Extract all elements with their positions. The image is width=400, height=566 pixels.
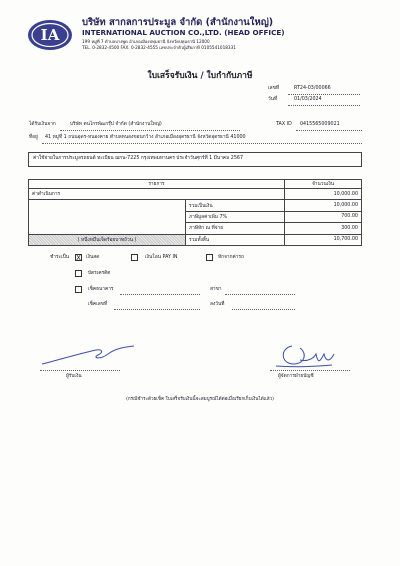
- table-header-row: [29, 180, 362, 189]
- vat-label: ภาษีมูลค่าเพิ่ม 7%: [186, 211, 285, 222]
- address-line: [42, 143, 362, 144]
- company-name-th: บริษัท สากลการประมูล จำกัด (สำนักงานใหญ่): [82, 17, 274, 28]
- transfer-label: เงินโอน PAY IN: [145, 255, 178, 260]
- wht-label: ภาษีหัก ณ ที่จ่าย: [186, 223, 285, 234]
- customer-address: 41 หมู่ที่ 1 ถนนอุดร-หนองคาย ตำบลหนองขอนกว้าง อำเภอเมืองอุดรธานี จังหวัดอุดรธานี 41000: [45, 135, 246, 140]
- number-line: [288, 94, 360, 95]
- total-label: รวมทั้งสิ้น: [186, 234, 285, 245]
- deduct-checkbox[interactable]: [206, 254, 213, 261]
- company-logo: [26, 18, 74, 52]
- cheque-date-label: ลงวันที่: [210, 302, 225, 307]
- address-label: ที่อยู่: [29, 135, 38, 140]
- branch-line: [225, 294, 295, 295]
- receiver-signature: [38, 342, 138, 372]
- receipt-number-label: เลขที่: [268, 86, 280, 91]
- items-table: [28, 179, 362, 246]
- col-item-header: รายการ: [29, 180, 285, 189]
- payment-label: ชำระเป็น: [50, 255, 70, 260]
- customer-line: [60, 130, 240, 131]
- bank-cheque-label: เช็คธนาคาร: [88, 287, 114, 292]
- table-row: [29, 189, 362, 200]
- authorized-signature: [270, 336, 350, 372]
- date-label: วันที่: [268, 97, 278, 102]
- bank-cheque-checkbox[interactable]: [75, 286, 82, 293]
- row-amount: 10,000.00: [285, 189, 362, 200]
- purpose-text: ค่าใช้จ่ายในการประมูลรถยนต์ ทะเบียน ฌกน-7225 กรุงเทพมหานคร ประจำวันศุกร์ที่ 1 มีนาคม 2567: [33, 156, 243, 161]
- receipt-number: RT24-03/00066: [294, 86, 331, 91]
- tax-id-label: TAX ID: [276, 122, 292, 127]
- branch-label: สาขา: [210, 287, 222, 292]
- receipt-date: 01/03/2024: [294, 97, 322, 102]
- credit-card-checkbox[interactable]: [75, 270, 82, 277]
- company-contact: TEL. 0-2832-4500 FAX. 0-2832-4555 เลขประจำตัวผู้เสียภาษี 0105541018331: [82, 45, 236, 50]
- tax-id-line: [296, 130, 362, 131]
- total-row: [29, 234, 362, 245]
- col-amount-header: จำนวนเงิน: [285, 180, 362, 189]
- total-value: 10,700.00: [285, 234, 362, 245]
- row-item: ค่าดำเนินการ: [29, 189, 285, 200]
- subtotal-value: 10,000.00: [285, 200, 362, 211]
- tax-id-value: 0415565009021: [300, 122, 340, 127]
- wht-value: 300.00: [285, 223, 362, 234]
- footer-note: (กรณีชำระด้วยเช็ค ใบเสร็จรับเงินนี้จะสมบูรณ์ได้ต่อเมื่อเรียกเก็บเงินได้แล้ว): [126, 397, 274, 402]
- purpose-box: [28, 152, 362, 167]
- transfer-checkbox[interactable]: [131, 254, 138, 261]
- cash-checkbox[interactable]: [75, 254, 82, 261]
- authorized-sign-line: [270, 370, 350, 371]
- document-title: ใบเสร็จรับเงิน / ใบกำกับภาษี: [147, 71, 253, 81]
- cash-check-mark: X: [76, 254, 81, 262]
- receiver-label: ผู้รับเงิน: [66, 374, 82, 379]
- company-name-en: INTERNATIONAL AUCTION CO.,LTD. (HEAD OFFICE): [82, 28, 285, 37]
- vat-value: 700.00: [285, 211, 362, 222]
- cheque-no-line: [114, 309, 200, 310]
- cheque-no-label: เช็คเลขที่: [88, 302, 108, 307]
- customer-name: บริษัท ตนไกรพัฒกรุ๊ป จำกัด (สำนักงานใหญ่): [70, 122, 162, 127]
- amount-in-words: ( หนึ่งหมื่นเจ็ดร้อยบาทถ้วน ): [29, 234, 186, 245]
- company-address: 199 หมู่ที่ 7 ตำบลบางพูด อำเภอเมืองปทุมธานี จังหวัดปทุมธานี 12000: [82, 39, 210, 44]
- logo-text: IA: [40, 26, 60, 44]
- bank-line: [120, 294, 200, 295]
- credit-card-label: บัตรเครดิต: [88, 271, 111, 276]
- receiver-sign-line: [40, 370, 120, 371]
- cheque-date-line: [232, 309, 295, 310]
- authorized-label: ผู้จัดการฝ่ายบัญชี: [278, 374, 314, 379]
- cash-label: เงินสด: [86, 255, 100, 260]
- subtotal-label: รวมเป็นเงิน: [186, 200, 285, 211]
- date-line: [288, 105, 360, 106]
- deduct-label: หักจากค่ารถ: [218, 255, 244, 260]
- subtotal-row: [29, 200, 362, 211]
- received-from-label: ได้รับเงินจาก: [29, 122, 56, 127]
